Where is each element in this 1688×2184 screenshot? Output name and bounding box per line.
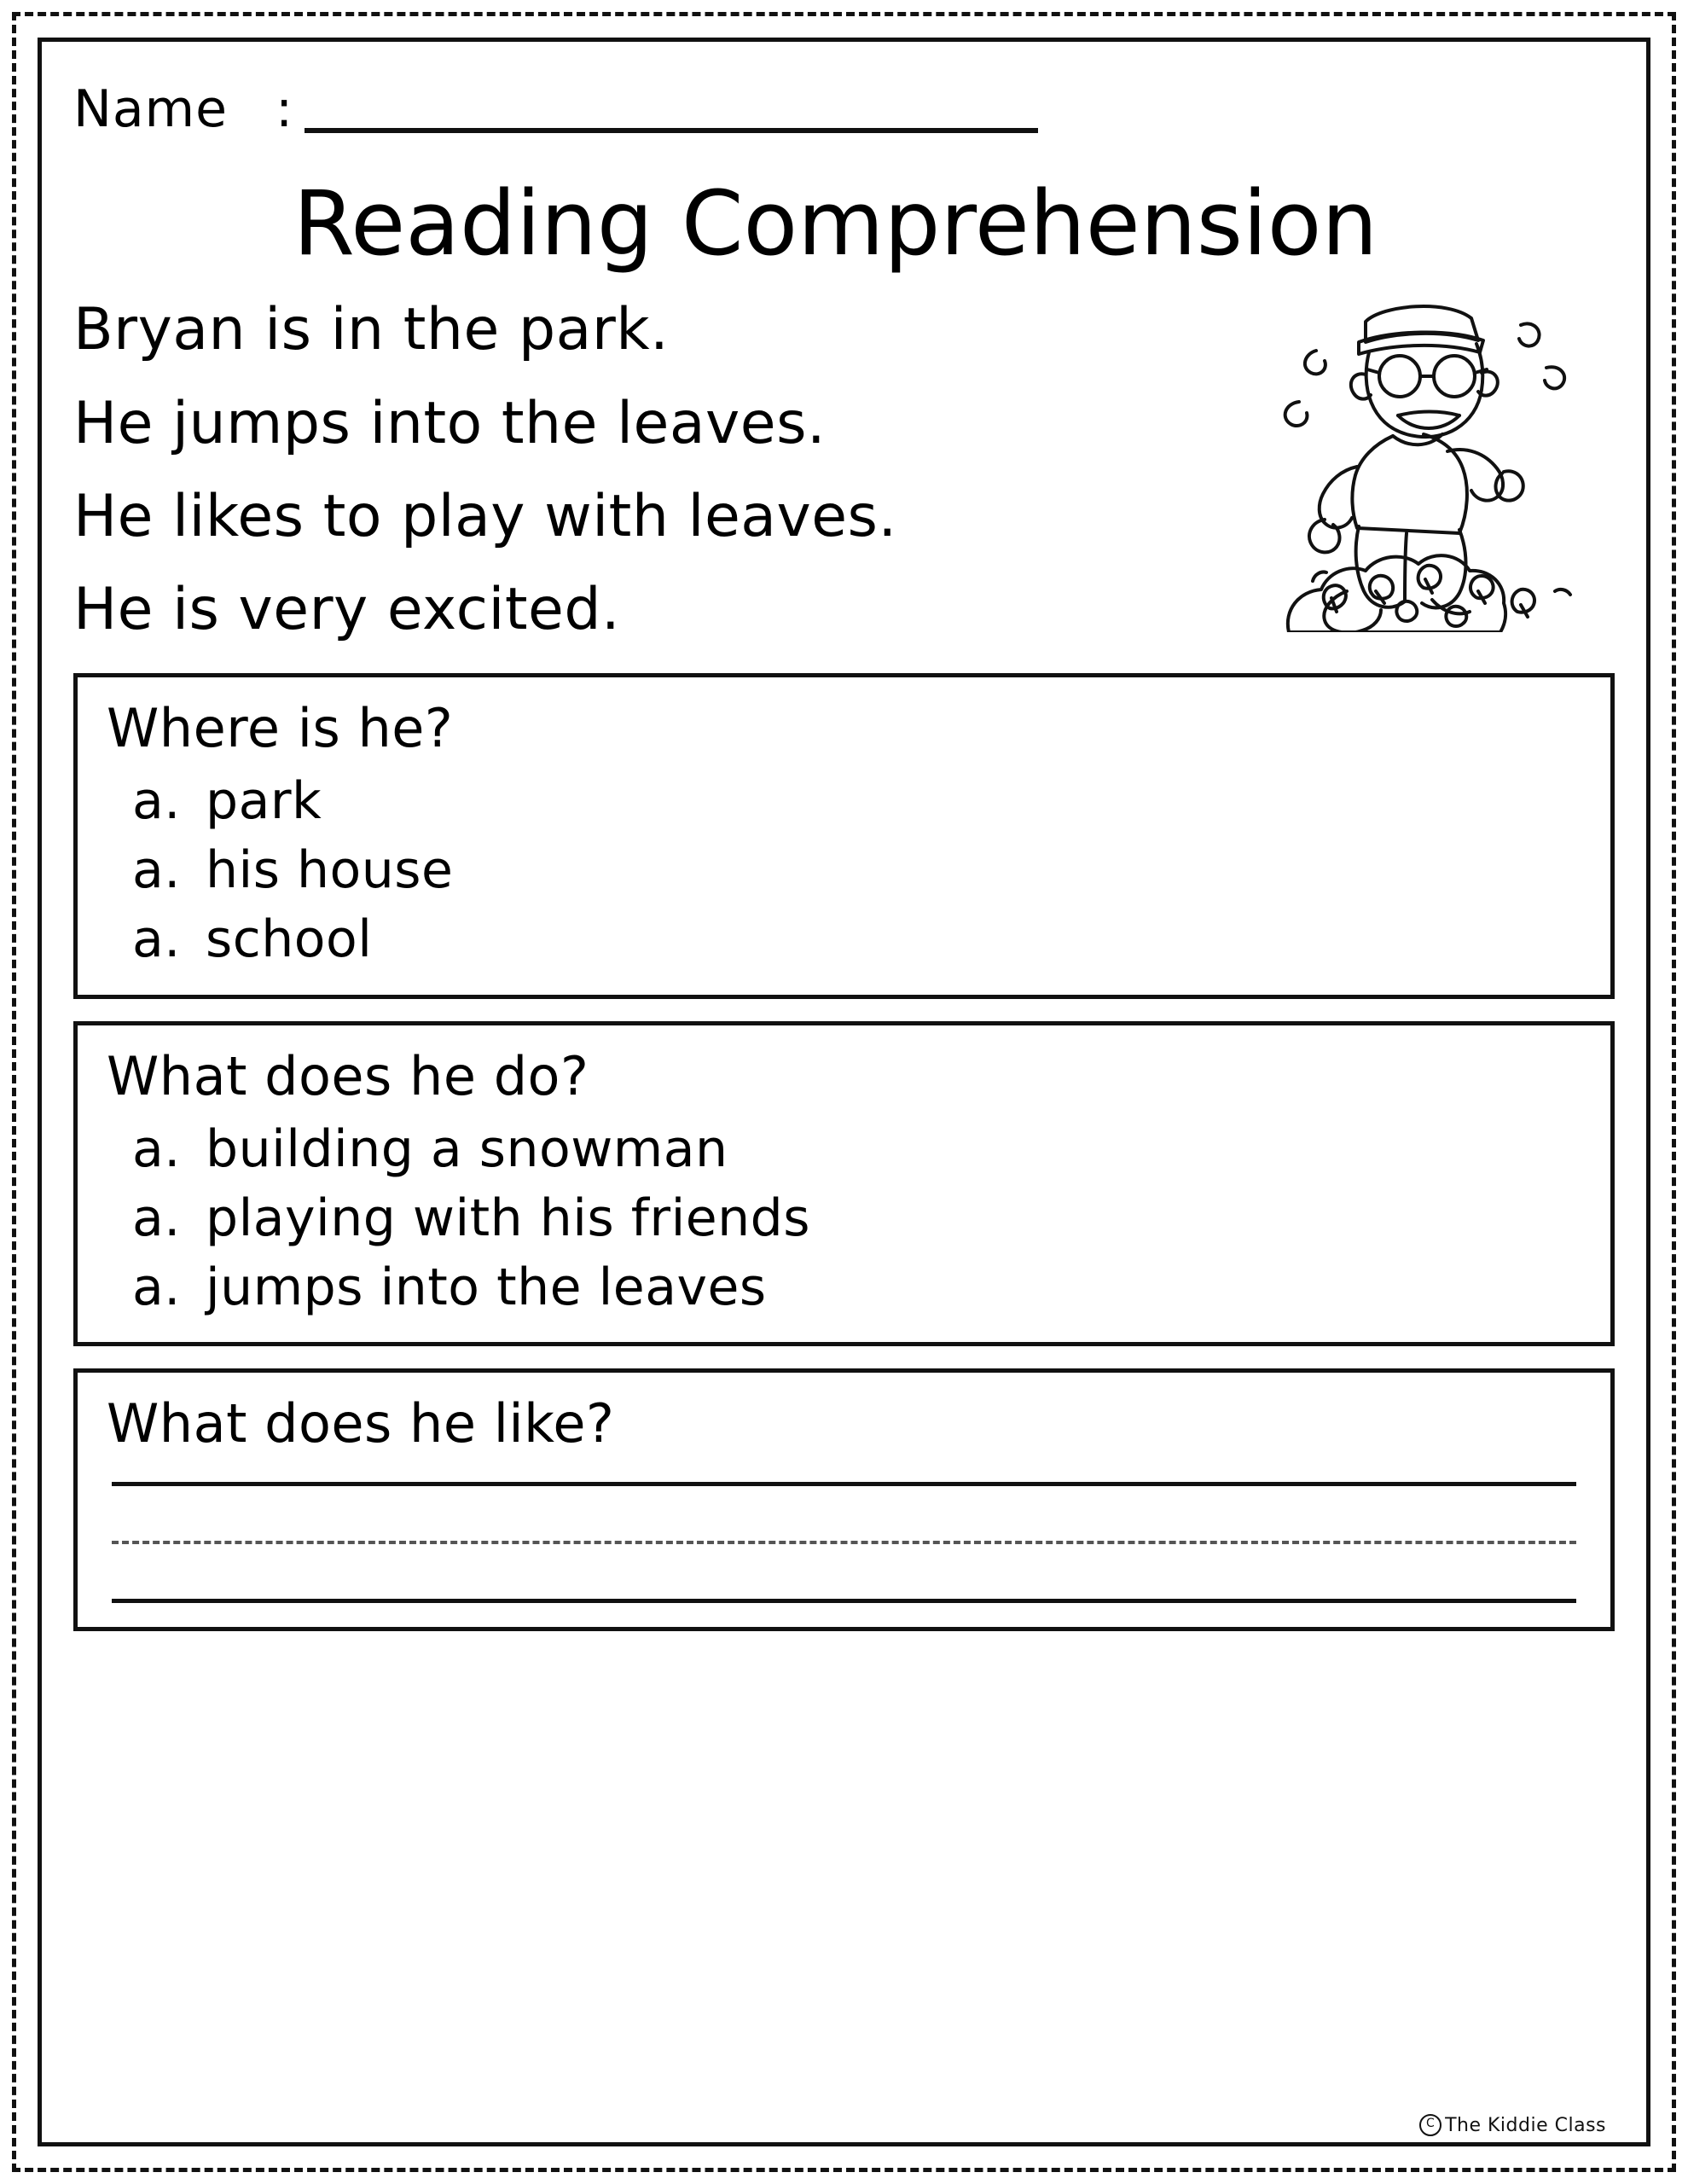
passage-line: He jumps into the leaves. [73, 389, 827, 457]
choice-option[interactable] [107, 770, 1581, 831]
passage-line: Bryan is in the park. [73, 296, 670, 364]
boy-jumping-in-leaves-icon [1265, 274, 1623, 632]
answer-line-spacer [107, 1544, 1581, 1599]
choice-label: playing with his friends [206, 1188, 811, 1248]
question-prompt: What does he like? [107, 1392, 615, 1455]
choice-marker: a. [132, 770, 181, 831]
question-prompt: Where is he? [107, 696, 454, 759]
choice-marker: a. [132, 840, 181, 901]
answer-line-bottom[interactable] [112, 1599, 1576, 1603]
choice-marker: a. [132, 909, 181, 970]
choice-label: school [206, 909, 373, 970]
choice-marker: a. [132, 1258, 181, 1318]
choice-option[interactable] [107, 1118, 1581, 1179]
choice-marker: a. [132, 1188, 181, 1248]
choice-option[interactable] [107, 1190, 1581, 1247]
name-input-line[interactable] [305, 125, 1038, 133]
choice-label: building a snowman [206, 1118, 728, 1179]
choice-option[interactable] [107, 842, 1581, 899]
passage-section [73, 296, 1615, 644]
worksheet-content [73, 63, 1615, 2124]
question-box-3 [73, 1368, 1615, 1631]
question-box-1 [73, 673, 1615, 999]
name-separator: : [276, 79, 293, 139]
passage-line: He is very excited. [73, 576, 621, 644]
choice-option[interactable] [107, 1259, 1581, 1316]
passage-line: He likes to play with leaves. [73, 482, 897, 550]
question-prompt: What does he do? [107, 1044, 589, 1107]
choice-marker: a. [132, 1118, 181, 1179]
copyright-icon: C [1419, 2114, 1441, 2136]
choice-label: jumps into the leaves [206, 1258, 767, 1318]
choice-option[interactable] [107, 911, 1581, 968]
credit-label: The Kiddie Class [1445, 2114, 1606, 2136]
credit-watermark [1419, 2114, 1606, 2136]
question-box-2 [73, 1021, 1615, 1347]
name-label: Name [73, 79, 229, 139]
passage-text [73, 296, 1165, 644]
answer-line-spacer [107, 1486, 1581, 1541]
choice-label: his house [206, 840, 454, 901]
choice-label: park [206, 770, 322, 831]
name-field-row [73, 63, 1615, 145]
page-title: Reading Comprehension [293, 171, 1378, 276]
